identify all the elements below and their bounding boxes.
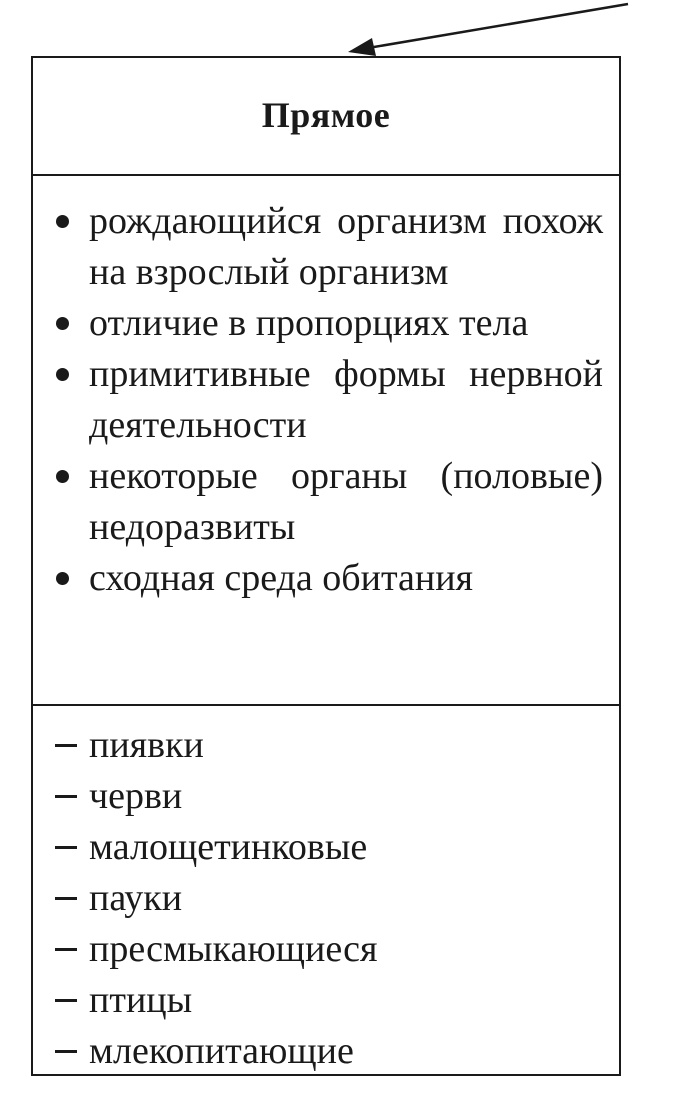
feature-item <box>53 196 603 298</box>
example-text: пресмыкающиеся <box>89 928 378 970</box>
dash-icon <box>55 744 77 747</box>
feature-item <box>53 553 603 604</box>
dash-icon <box>55 846 77 849</box>
feature-item <box>53 349 603 451</box>
feature-item <box>53 298 603 349</box>
bullet-icon <box>56 317 69 330</box>
example-text: пиявки <box>89 724 204 766</box>
bullet-icon <box>56 368 69 381</box>
dash-icon <box>55 948 77 951</box>
feature-text: отличие в пропорциях тела <box>89 302 529 344</box>
example-text: птицы <box>89 979 193 1021</box>
dash-icon <box>55 1050 77 1053</box>
feature-text: некоторые органы (половые) недоразвиты <box>89 455 603 548</box>
bullet-icon <box>56 572 69 585</box>
example-item <box>53 1026 603 1077</box>
features-section <box>33 176 619 706</box>
feature-text: рождающийся организм похож на взрослый организм <box>89 200 603 293</box>
bullet-icon <box>56 470 69 483</box>
example-text: пауки <box>89 877 183 919</box>
diagram-title: Прямое <box>261 95 391 135</box>
dash-icon <box>55 999 77 1002</box>
dash-icon <box>55 897 77 900</box>
example-item <box>53 720 603 771</box>
example-text: малощетинковые <box>89 826 368 868</box>
feature-item <box>53 451 603 553</box>
feature-text: сходная среда обитания <box>89 557 474 599</box>
example-item <box>53 975 603 1026</box>
example-item <box>53 771 603 822</box>
example-item <box>53 873 603 924</box>
example-item <box>53 924 603 975</box>
diagram-header <box>33 58 619 176</box>
dash-icon <box>55 795 77 798</box>
diagram-box <box>31 56 621 1076</box>
example-item <box>53 822 603 873</box>
example-text: черви <box>89 775 183 817</box>
examples-section <box>33 706 619 1077</box>
feature-text: примитивные формы нервной деятельности <box>89 353 603 446</box>
example-text: млекопитающие <box>89 1030 354 1072</box>
bullet-icon <box>56 215 69 228</box>
